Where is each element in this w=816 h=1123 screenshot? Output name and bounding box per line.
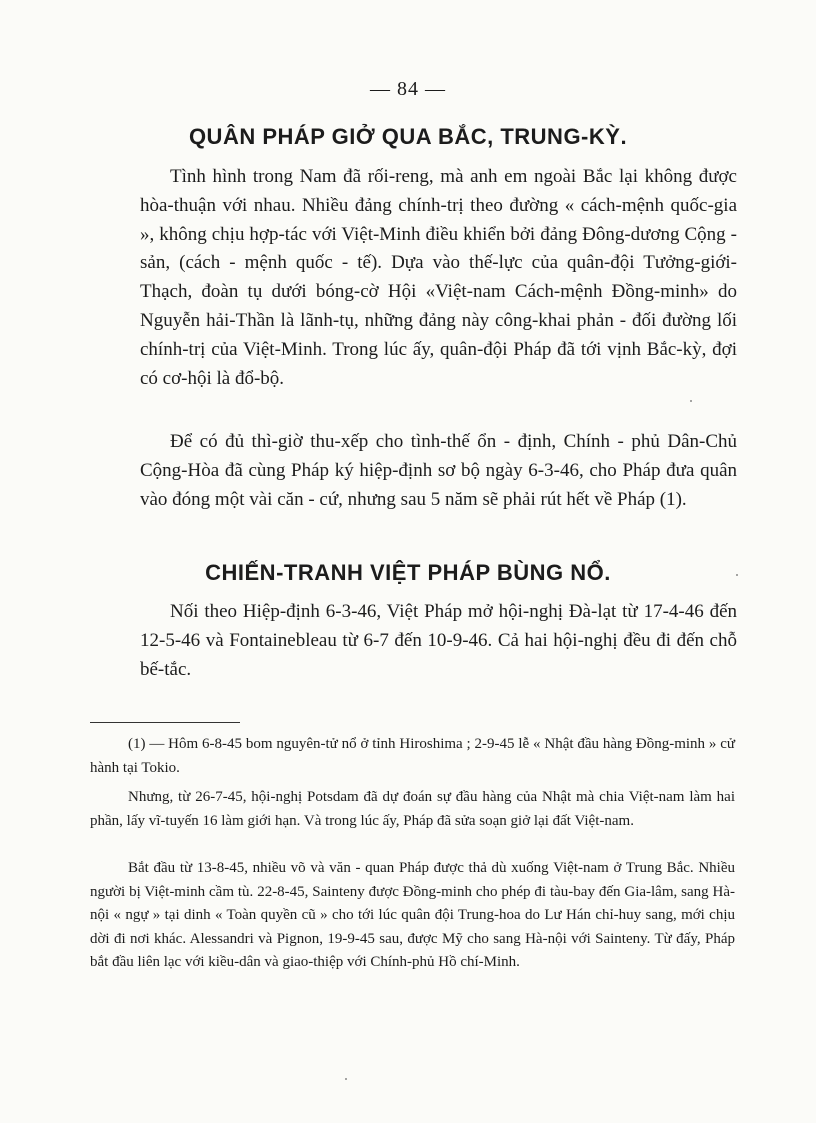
body-paragraph: Nối theo Hiệp-định 6-3-46, Việt Pháp mở hội-nghị Đà-lạt từ 17-4-46 đến 12-5-46 và Fontainebleau từ 6-7 đến 10-9-46. Cả hai hội-nghị đều đi đến chỗ bế-tắc. xyxy=(140,601,737,680)
section-heading-war-breaks-out: CHIẾN-TRANH VIỆT PHÁP BÙNG NỔ. xyxy=(205,560,611,585)
footnote-paragraph: Nhưng, từ 26-7-45, hội-nghị Potsdam đã dự đoán sự đầu hàng của Nhật mà chia Việt-nam làm hai phần, lấy vĩ-tuyến 16 làm giới hạn. Và trong lúc ấy, Pháp đã sửa soạn giở lại đất Việt-nam. xyxy=(90,789,735,829)
scan-speck xyxy=(345,1078,347,1080)
body-paragraph: Tình hình trong Nam đã rối-reng, mà anh em ngoài Bắc lại không được hòa-thuận với nhau. Nhiều đảng chính-trị theo đường « cách-mệnh quốc-gia », không chịu hợp-tác với Việt-Minh điều khiển bởi đảng Đông-dương Cộng - sản, (cách - mệnh quốc - tế). Dựa vào thế-lực của quân-đội Tưởng-giới-Thạch, đoàn tụ dưới bóng-cờ Hội «Việt-nam Cách-mệnh Đồng-minh» do Nguyễn hải-Thần là lãnh-tụ, những đảng này công-khai phản - đối đường lối chính-trị của Việt-Minh. Trong lúc ấy, quân-đội Pháp đã tới vịnh Bắc-kỳ, đợi có cơ-hội là đổ-bộ. xyxy=(140,166,737,389)
scan-speck xyxy=(690,400,692,402)
footnote-paragraph: (1) — Hôm 6-8-45 bom nguyên-tử nổ ở tỉnh Hiroshima ; 2-9-45 lễ « Nhật đầu hàng Đồng-minh » cử hành tại Tokio. xyxy=(90,736,735,776)
scan-speck xyxy=(736,574,738,576)
section-heading-french-army: QUÂN PHÁP GIỞ QUA BẮC, TRUNG-KỲ. xyxy=(188,124,628,149)
footnote-divider xyxy=(90,722,240,723)
body-paragraph: Để có đủ thì-giờ thu-xếp cho tình-thế ổn - định, Chính - phủ Dân-Chủ Cộng-Hòa đã cùng Pháp ký hiệp-định sơ bộ ngày 6-3-46, cho Pháp đưa quân vào đóng một vài căn - cứ, nhưng sau 5 năm sẽ phải rút hết về Pháp (1). xyxy=(140,431,737,510)
footnote-paragraph: Bắt đầu từ 13-8-45, nhiều võ và văn - quan Pháp được thả dù xuống Việt-nam ở Trung Bắc. Nhiều người bị Việt-minh cầm tù. 22-8-45, Sainteny được Đồng-minh cho phép đi tàu-bay đến Gia-lâm, sang Hà-nội « ngự » tại dinh « Toàn quyền cũ » cho tới lúc quân đội Trung-hoa do Lư Hán chỉ-huy sang, mới chịu dời đi nơi khác. Alessandri và Pignon, 19-9-45 sau, được Mỹ cho sang Hà-nội với Sainteny. Từ đấy, Pháp bắt đầu liên lạc với kiều-dân và giao-thiệp với Chính-phủ Hồ chí-Minh. xyxy=(90,860,735,970)
page-number: — 84 — xyxy=(370,78,446,100)
